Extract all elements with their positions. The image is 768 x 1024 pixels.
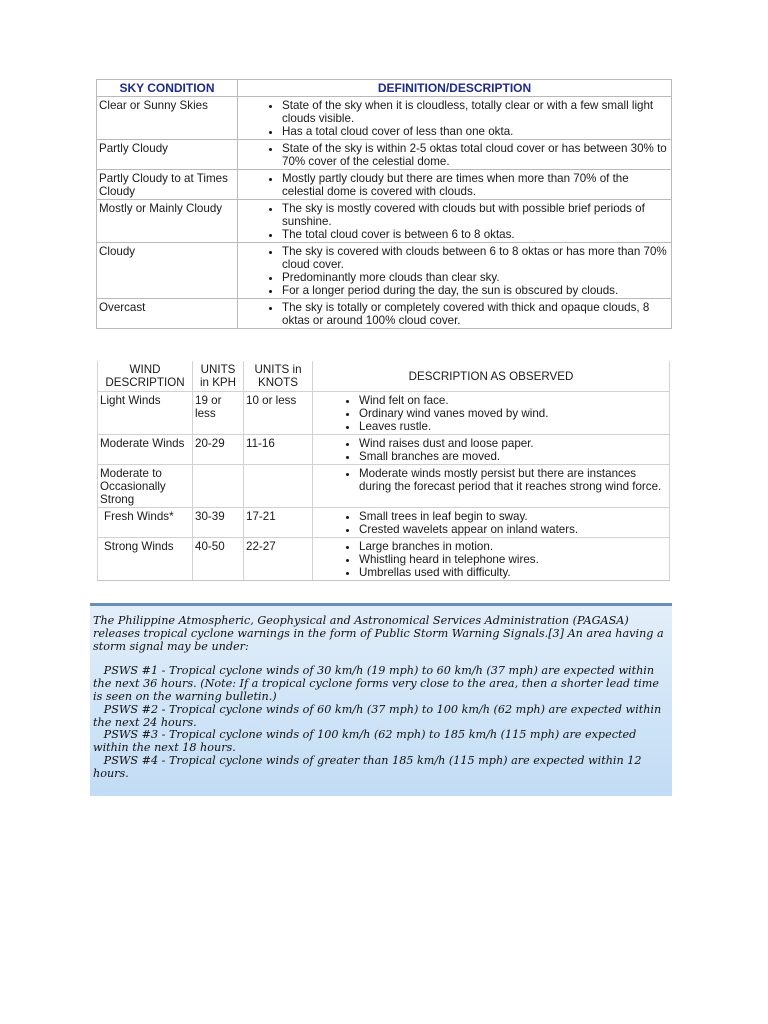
wind-knots-cell (244, 465, 313, 508)
wind-table-body (98, 392, 670, 581)
sky-definition-cell (238, 299, 672, 329)
units-knots-header: UNITS in KNOTS (244, 361, 313, 392)
observed-item: • Small branches are moved. (359, 450, 667, 463)
sky-table-row (97, 243, 672, 299)
definition-item: • Mostly partly cloudy but there are times when more than 70% of the celestial dome is covered with clouds. (282, 172, 669, 198)
wind-name-cell: Fresh Winds* (98, 508, 193, 538)
wind-kph-cell: 30-39 (193, 508, 244, 538)
observed-item: • Crested wavelets appear on inland waters. (359, 523, 667, 536)
sky-table-row (97, 140, 672, 170)
units-kph-header: UNITS in KPH (193, 361, 244, 392)
wind-table-row (98, 538, 670, 581)
definition-item: • Predominantly more clouds than clear sky. (282, 271, 669, 284)
wind-observed-cell (313, 392, 670, 435)
definition-list (240, 172, 669, 198)
sky-condition-cell: Overcast (97, 299, 238, 329)
wind-kph-cell: 19 or less (193, 392, 244, 435)
storm-signal-item: PSWS #4 - Tropical cyclone winds of greater than 185 km/h (115 mph) are expected within 12 hours. (93, 753, 646, 780)
observed-item: • Large branches in motion. (359, 540, 667, 553)
pagasa-intro: The Philippine Atmospheric, Geophysical and Astronomical Services Administration (PAGASA) releases tropical cyclone warnings in the form of Public Storm Warning Signals.[3] An area having a storm signal may be under: (93, 614, 668, 653)
sky-condition-cell: Cloudy (97, 243, 238, 299)
storm-signal-list (93, 665, 670, 780)
sky-definition-cell (238, 243, 672, 299)
observed-list (315, 467, 667, 493)
observed-list (315, 394, 667, 433)
definition-header: DEFINITION/DESCRIPTION (238, 80, 672, 97)
sky-condition-cell: Partly Cloudy to at Times Cloudy (97, 170, 238, 200)
definition-list (240, 142, 669, 168)
observed-item: • Umbrellas used with difficulty. (359, 566, 667, 579)
sky-table-row (97, 170, 672, 200)
wind-name-cell: Moderate to Occasionally Strong (98, 465, 193, 508)
definition-list (240, 202, 669, 241)
storm-signal-item: PSWS #1 - Tropical cyclone winds of 30 km/h (19 mph) to 60 km/h (37 mph) are expected within the next 36 hours. (Note: If a tropical cyclone forms very close to the area, then a shorter lead time is seen on the warning bulletin.) (93, 664, 663, 703)
description-observed-header: DESCRIPTION AS OBSERVED (313, 361, 670, 392)
wind-table-row (98, 392, 670, 435)
wind-table-row (98, 508, 670, 538)
wind-knots-cell: 17-21 (244, 508, 313, 538)
sky-table-header-row (97, 80, 672, 97)
sky-definition-cell (238, 140, 672, 170)
storm-signal-item: PSWS #3 - Tropical cyclone winds of 100 km/h (62 mph) to 185 km/h (115 mph) are expected within the next 18 hours. (93, 728, 640, 755)
sky-table-row (97, 97, 672, 140)
wind-kph-cell (193, 465, 244, 508)
sky-condition-cell: Clear or Sunny Skies (97, 97, 238, 140)
storm-signal-item: PSWS #2 - Tropical cyclone winds of 60 km/h (37 mph) to 100 km/h (62 mph) are expected within the next 24 hours. (93, 702, 665, 729)
observed-list (315, 540, 667, 579)
wind-kph-cell: 20-29 (193, 435, 244, 465)
sky-table-row (97, 299, 672, 329)
wind-kph-cell: 40-50 (193, 538, 244, 581)
definition-item: • The total cloud cover is between 6 to 8 oktas. (282, 228, 669, 241)
wind-observed-cell (313, 435, 670, 465)
wind-knots-cell: 11-16 (244, 435, 313, 465)
sky-condition-table (96, 79, 672, 329)
definition-item: • State of the sky when it is cloudless, totally clear or with a few small light clouds visible. (282, 99, 669, 125)
wind-knots-cell: 22-27 (244, 538, 313, 581)
sky-definition-cell (238, 97, 672, 140)
observed-list (315, 510, 667, 536)
wind-name-cell: Light Winds (98, 392, 193, 435)
observed-item: • Leaves rustle. (359, 420, 667, 433)
observed-item: • Wind raises dust and loose paper. (359, 437, 667, 450)
sky-condition-header: SKY CONDITION (97, 80, 238, 97)
definition-item: • For a longer period during the day, the sun is obscured by clouds. (282, 284, 669, 297)
definition-item: • The sky is mostly covered with clouds but with possible brief periods of sunshine. (282, 202, 669, 228)
observed-item: • Whistling heard in telephone wires. (359, 553, 667, 566)
sky-table-body (97, 97, 672, 329)
definition-item: • The sky is totally or completely covered with thick and opaque clouds, 8 oktas or around 100% cloud cover. (282, 301, 669, 327)
sky-definition-cell (238, 200, 672, 243)
observed-item: • Small trees in leaf begin to sway. (359, 510, 667, 523)
definition-list (240, 245, 669, 297)
definition-list (240, 99, 669, 138)
sky-condition-cell: Partly Cloudy (97, 140, 238, 170)
observed-item: • Moderate winds mostly persist but there are instances during the forecast period that it reaches strong wind force. (359, 467, 667, 493)
definition-item: • State of the sky is within 2-5 oktas total cloud cover or has between 30% to 70% cover of the celestial dome. (282, 142, 669, 168)
sky-table-row (97, 200, 672, 243)
wind-knots-cell: 10 or less (244, 392, 313, 435)
wind-description-table (97, 361, 670, 581)
definition-item: • The sky is covered with clouds between 6 to 8 oktas or has more than 70% cloud cover. (282, 245, 669, 271)
wind-description-header: WIND DESCRIPTION (98, 361, 193, 392)
wind-name-cell: Strong Winds (98, 538, 193, 581)
wind-table-row (98, 465, 670, 508)
sky-definition-cell (238, 170, 672, 200)
observed-list (315, 437, 667, 463)
wind-observed-cell (313, 538, 670, 581)
observed-item: • Wind felt on face. (359, 394, 667, 407)
sky-condition-cell: Mostly or Mainly Cloudy (97, 200, 238, 243)
wind-observed-cell (313, 465, 670, 508)
wind-name-cell: Moderate Winds (98, 435, 193, 465)
pagasa-storm-signal-box (90, 603, 672, 796)
definition-list (240, 301, 669, 327)
wind-table-header-row (98, 361, 670, 392)
observed-item: • Ordinary wind vanes moved by wind. (359, 407, 667, 420)
wind-observed-cell (313, 508, 670, 538)
wind-table-row (98, 435, 670, 465)
definition-item: • Has a total cloud cover of less than one okta. (282, 125, 669, 138)
